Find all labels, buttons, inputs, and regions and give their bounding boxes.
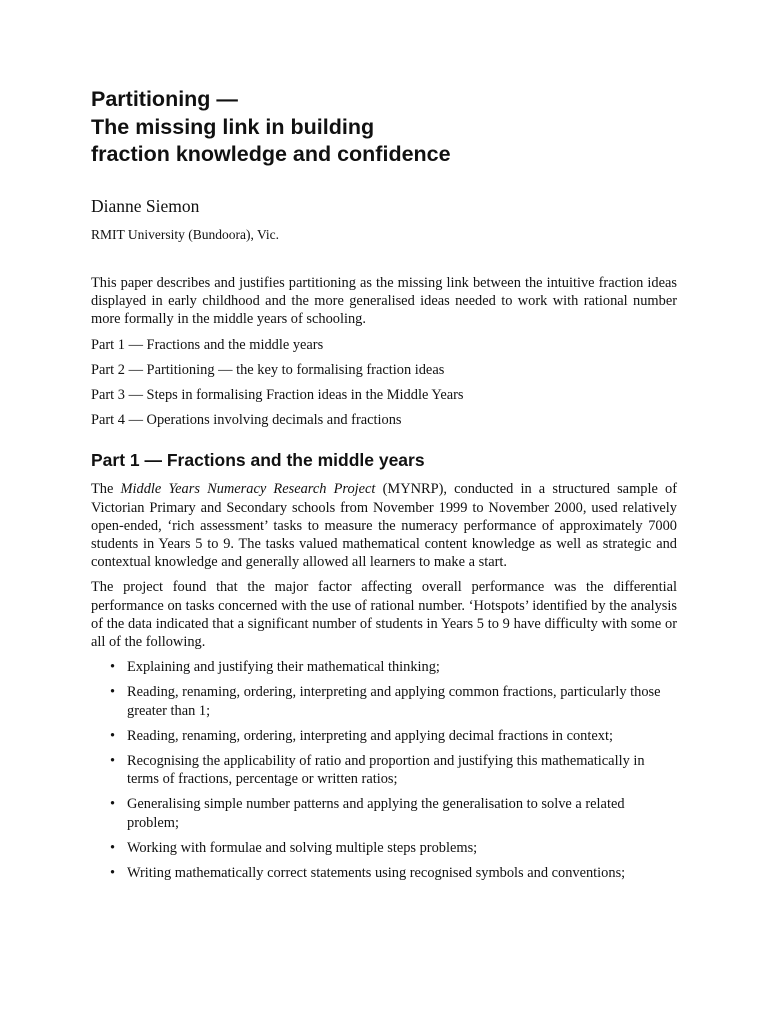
section-heading: Part 1 — Fractions and the middle years (91, 450, 425, 471)
bullet-icon: • (110, 753, 116, 770)
abstract-paragraph: This paper describes and justifies partitioning as the missing link between the intuitive fraction ideas displayed in early childhood and the more generalised ideas needed to work with rational number more formally in the middle years of schooling. (91, 275, 677, 328)
list-item (91, 864, 677, 882)
parts-list (91, 336, 677, 430)
list-item (91, 727, 677, 745)
author-name: Dianne Siemon (91, 196, 200, 216)
list-item-text: Explaining and justifying their mathematical thinking; (127, 659, 440, 676)
list-item (91, 658, 677, 676)
list-item (91, 795, 677, 831)
list-item-text: Reading, renaming, ordering, interpreting and applying decimal fractions in context; (127, 727, 613, 744)
title-line-3: fraction knowledge and confidence (91, 142, 451, 166)
bullet-icon: • (110, 727, 116, 744)
list-item-text: Generalising simple number patterns and applying the generalisation to solve a related problem; (127, 796, 625, 831)
part-item: Part 2 — Partitioning — the key to formalising fraction ideas (91, 361, 445, 378)
paper-title (91, 86, 451, 169)
list-item (91, 752, 677, 788)
bullet-icon: • (110, 796, 116, 813)
bullet-icon: • (110, 839, 116, 856)
difficulty-list (91, 658, 677, 882)
part-item: Part 3 — Steps in formalising Fraction ideas in the Middle Years (91, 387, 464, 404)
part-item: Part 1 — Fractions and the middle years (91, 336, 324, 353)
title-line-2: The missing link in building (91, 114, 375, 139)
project-name: Middle Years Numeracy Research Project (120, 481, 376, 498)
list-item (91, 683, 677, 719)
bullet-icon: • (110, 684, 116, 701)
author-affiliation: RMIT University (Bundoora), Vic. (91, 227, 280, 242)
bullet-icon: • (110, 865, 116, 882)
list-item-text: Recognising the applicability of ratio and proportion and justifying this mathematically in terms of fractions, percentage or written ratios; (127, 753, 645, 788)
paper-body (91, 274, 677, 889)
title-line-1: Partitioning — (91, 87, 238, 111)
list-item-text: Reading, renaming, ordering, interpreting and applying common fractions, particularly those greater than 1; (127, 684, 661, 719)
list-item (91, 839, 677, 857)
paragraph-text: The (91, 481, 121, 498)
body-paragraph-1 (91, 480, 677, 571)
paragraph-text: (MYNRP), conducted in a structured sample of Victorian Primary and Secondary schools from November 1999 to November 2000, used relatively open-ended, ‘rich assessment’ tasks to measure the numeracy performance of approximately 7000 students in Years 5 to 9. The tasks valued mathematical content knowledge as well as strategic and contextual knowledge and generally allowed all learners to make a start. (91, 481, 677, 571)
list-item-text: Writing mathematically correct statements using recognised symbols and conventions; (127, 865, 626, 882)
part-item: Part 4 — Operations involving decimals and fractions (91, 412, 402, 429)
list-item-text: Working with formulae and solving multiple steps problems; (127, 839, 478, 856)
bullet-icon: • (110, 659, 116, 676)
body-paragraph-2: The project found that the major factor affecting overall performance was the differential performance on tasks concerned with the use of rational number. ‘Hotspots’ identified by the analysis of the data indicated that a significant number of students in Years 5 to 9 have difficulty with some or all of the following. (91, 579, 677, 651)
